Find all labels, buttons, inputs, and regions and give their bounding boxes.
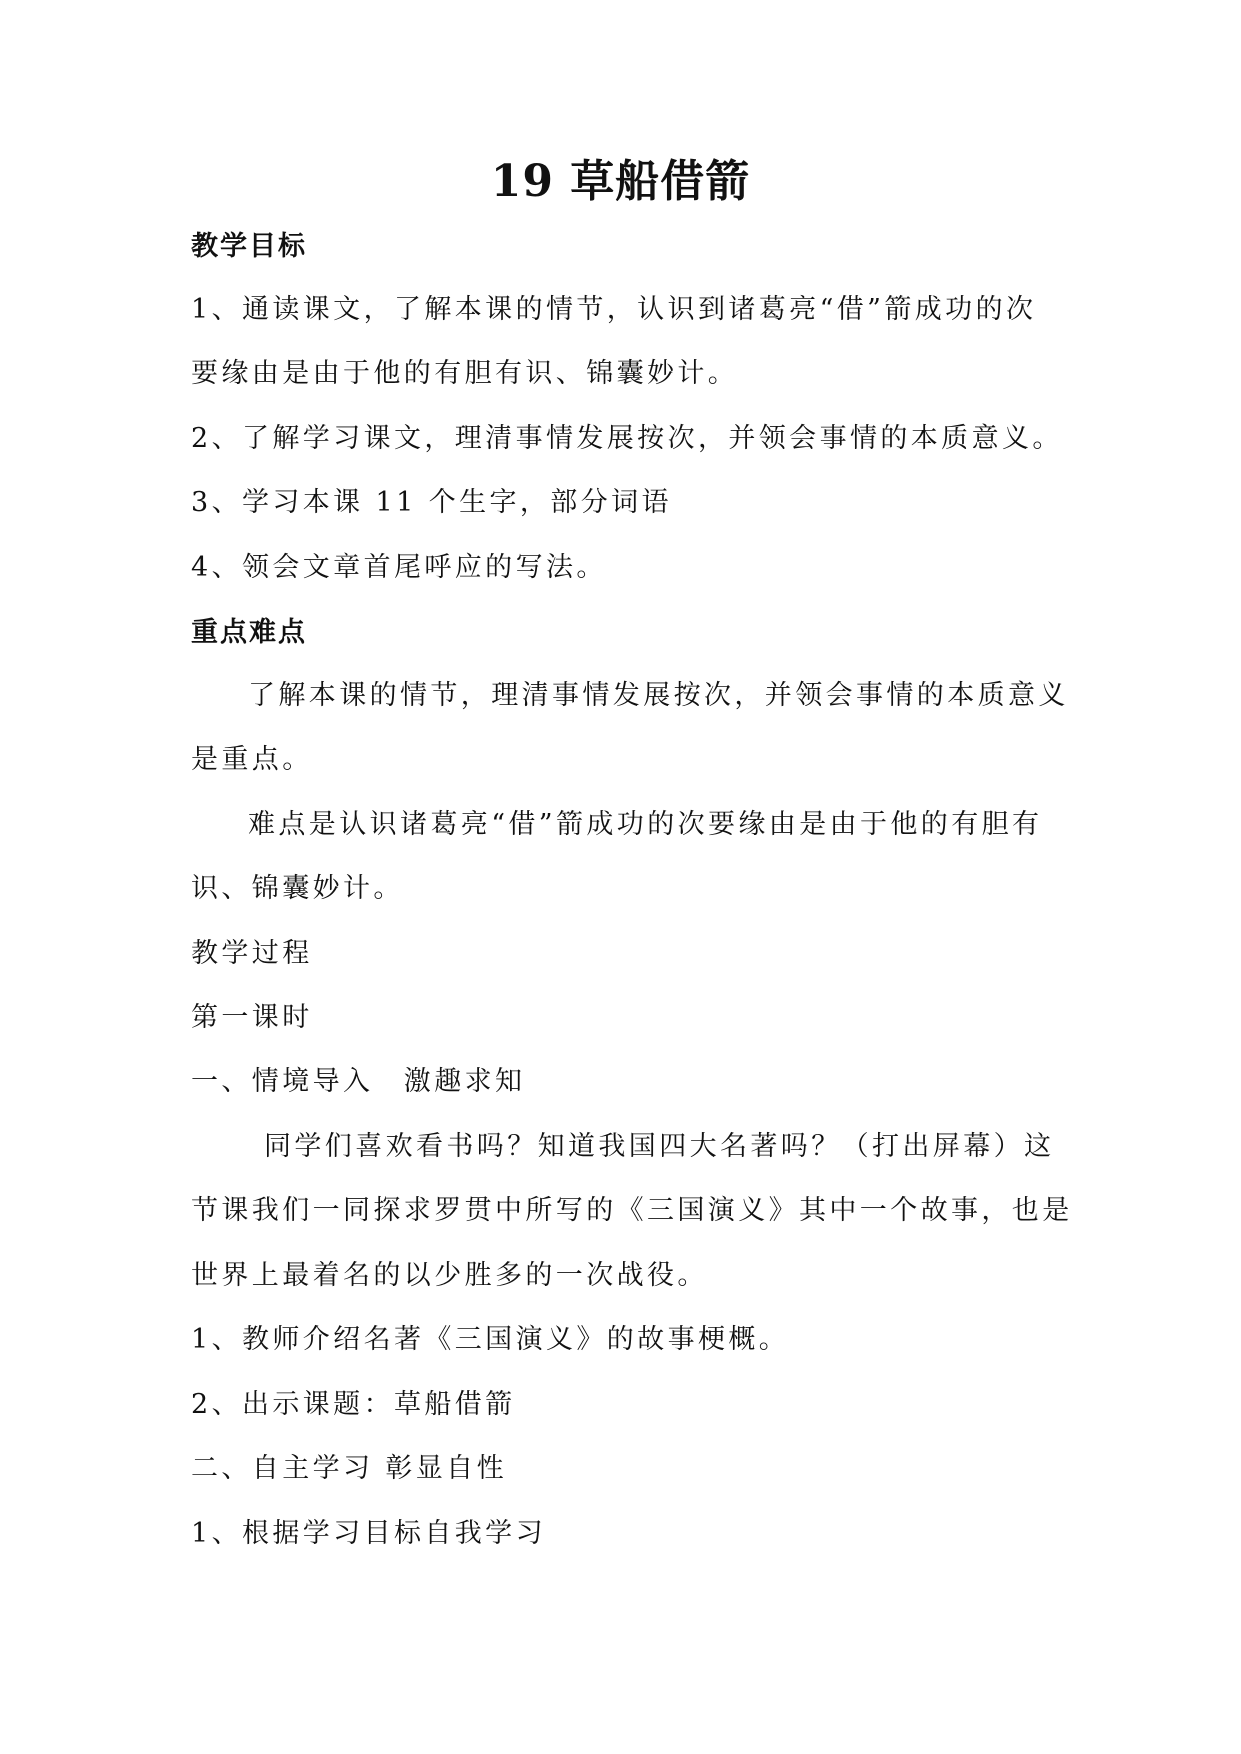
intro-paragraph-line-3: 世界上最着名的以少胜多的一次战役。 xyxy=(191,1260,708,1291)
heading-key-points: 重点难点 xyxy=(191,617,307,648)
document-title: 19 草船借箭 xyxy=(490,156,751,207)
objective-1-line-1: 1、通读课文，了解本课的情节，认识到诸葛亮“借”箭成功的次 xyxy=(191,294,1037,325)
section-two-title: 二、自主学习 彰显自性 xyxy=(191,1453,507,1484)
objective-2: 2、了解学习课文，理清事情发展按次，并领会事情的本质意义。 xyxy=(191,423,1063,454)
section-two-step-1: 1、根据学习目标自我学习 xyxy=(191,1518,546,1549)
objective-4: 4、领会文章首尾呼应的写法。 xyxy=(191,552,607,583)
step-1: 1、教师介绍名著《三国演义》的故事梗概。 xyxy=(191,1324,790,1355)
heading-teaching-process: 教学过程 xyxy=(191,938,313,969)
objective-3: 3、学习本课 11 个生字，部分词语 xyxy=(191,487,672,518)
step-2: 2、出示课题：草船借箭 xyxy=(191,1389,516,1420)
intro-paragraph-line-2: 节课我们一同探求罗贯中所写的《三国演义》其中一个故事，也是 xyxy=(191,1195,1073,1226)
heading-teaching-objectives: 教学目标 xyxy=(191,231,307,262)
key-point-line-2: 是重点。 xyxy=(191,744,313,775)
first-lesson: 第一课时 xyxy=(191,1002,313,1033)
intro-paragraph-line-1: 同学们喜欢看书吗？知道我国四大名著吗？（打出屏幕）这 xyxy=(264,1131,1055,1162)
difficulty-line-1: 难点是认识诸葛亮“借”箭成功的次要缘由是由于他的有胆有 xyxy=(248,809,1043,840)
objective-1-line-2: 要缘由是由于他的有胆有识、锦囊妙计。 xyxy=(191,358,739,389)
key-point-line-1: 了解本课的情节，理清事情发展按次，并领会事情的本质意义 xyxy=(248,680,1069,711)
section-one-title: 一、情境导入 激趣求知 xyxy=(191,1066,526,1097)
difficulty-line-2: 识、锦囊妙计。 xyxy=(191,873,404,904)
